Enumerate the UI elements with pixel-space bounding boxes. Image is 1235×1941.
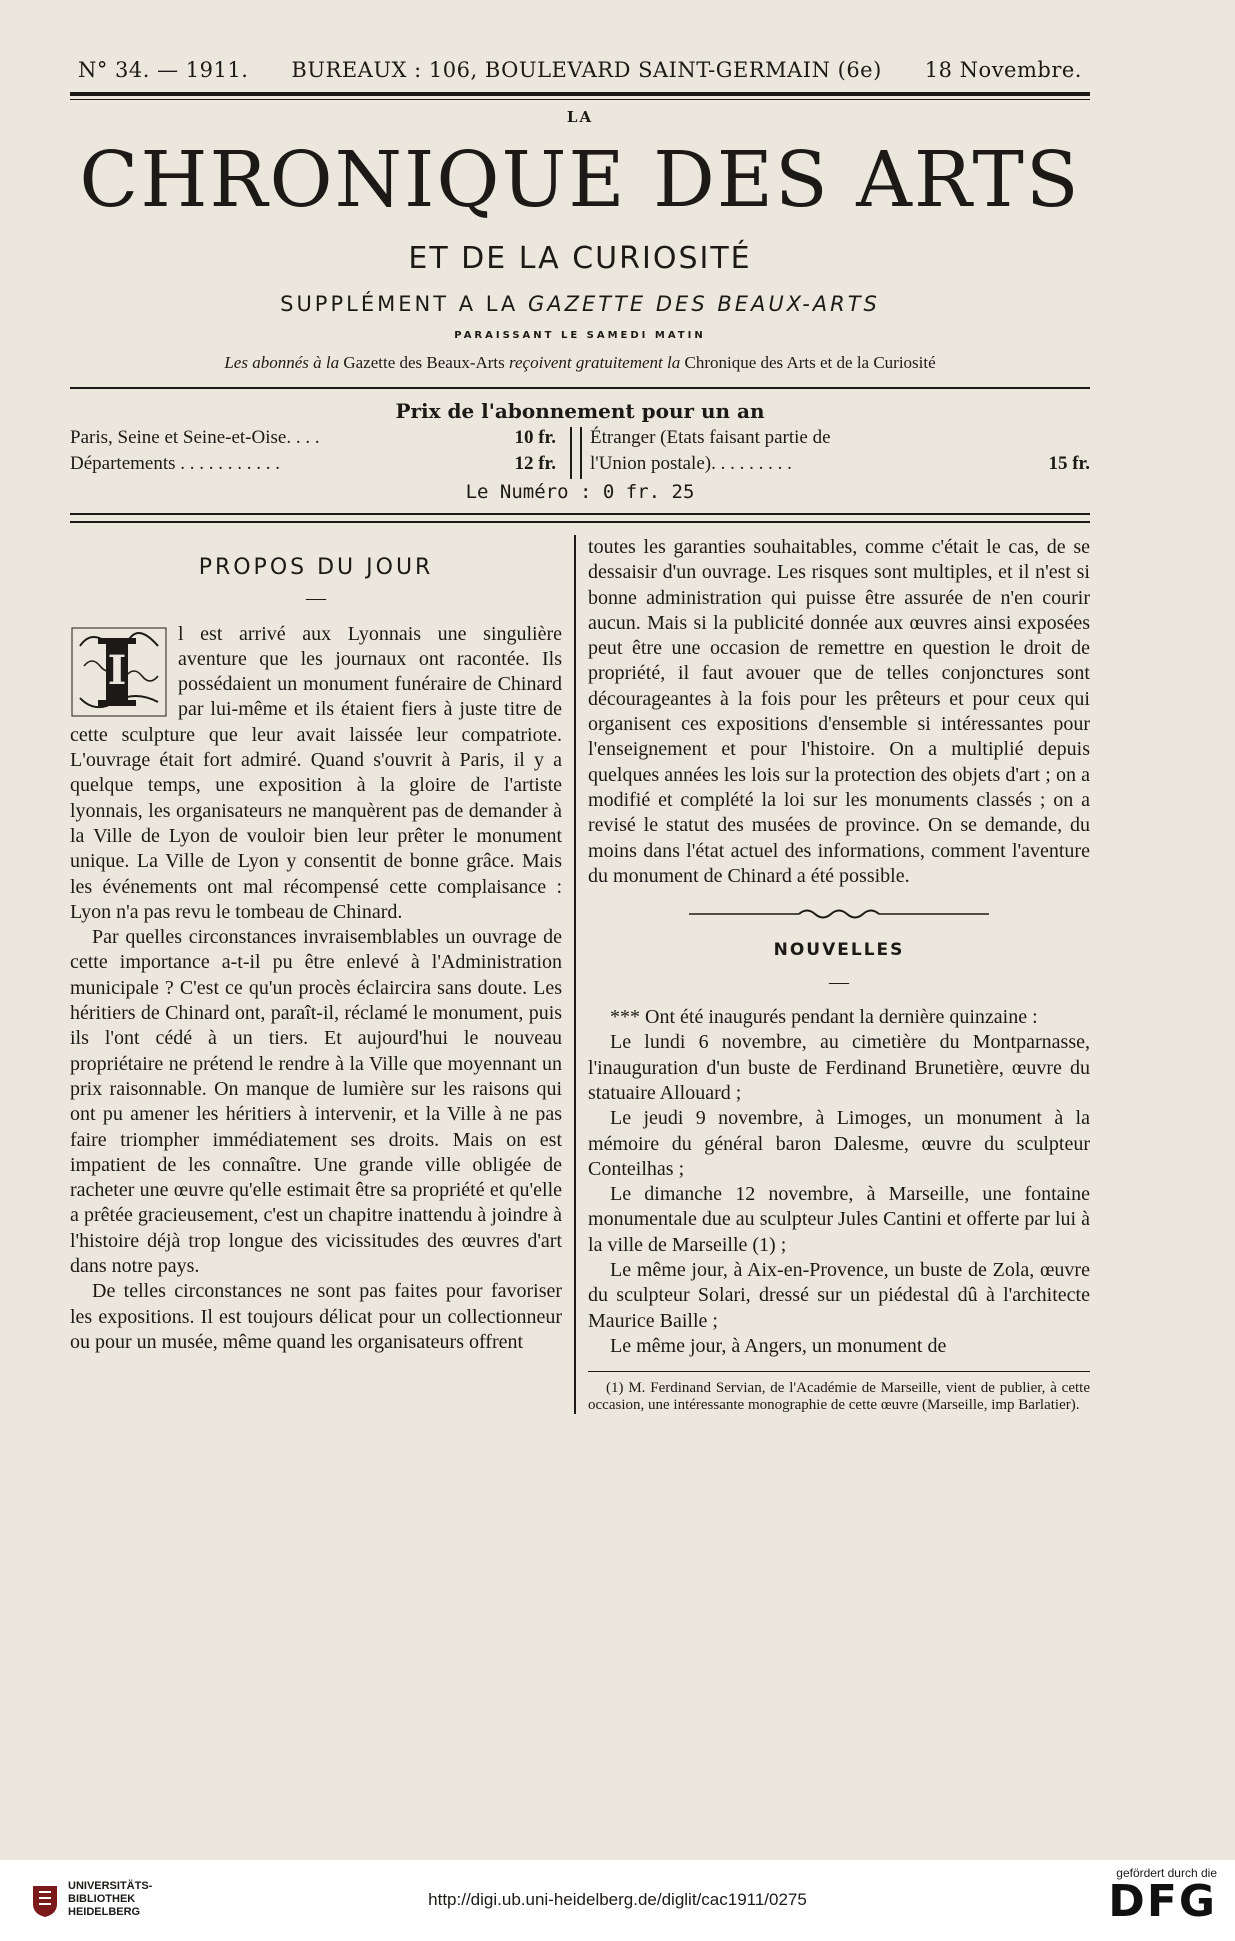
supplement-prefix: SUPPLÉMENT A LA: [280, 292, 519, 316]
propos-body: [70, 622, 562, 926]
header-rule-thin: [70, 99, 1090, 100]
price-departements: 12 fr.: [514, 453, 556, 474]
publication-schedule: PARAISSANT LE SAMEDI MATIN: [454, 330, 706, 341]
propos-heading: PROPOS DU JOUR: [198, 555, 434, 580]
title-article: LA: [566, 108, 594, 126]
subscription-separator: [570, 427, 582, 479]
news-item-marseille: Le dimanche 12 novembre, à Marseille, une fontaine monumentale due au sculpteur Jules Cantini et offerte par lui à la ville de Marseille (1) ;: [588, 1183, 1090, 1256]
masthead-line: [70, 58, 1090, 82]
price-label-paris: Paris, Seine et Seine-et-Oise. . . .: [70, 427, 320, 448]
price-label-etranger: Étranger (Etats faisant partie de: [590, 427, 831, 448]
article-columns: [70, 535, 1090, 1414]
nouvelles-heading: NOUVELLES: [773, 940, 905, 961]
publication-subtitle: ET DE LA CURIOSITÉ: [408, 241, 752, 276]
price-row-departements: [70, 451, 570, 477]
news-item-dalesme: Le jeudi 9 novembre, à Limoges, un monument à la mémoire du général baron Dalesme, œuvre du sculpteur Conteilhas ;: [588, 1107, 1090, 1180]
single-issue-price: Le Numéro : 0 fr. 25: [465, 481, 695, 503]
bureaux-address: BUREAUX : 106, BOULEVARD SAINT-GERMAIN (6e): [291, 58, 882, 82]
source-url[interactable]: http://digi.ub.uni-heidelberg.de/diglit/cac1911/0275: [428, 1890, 807, 1909]
abonnes-part1: Les abonnés à la: [224, 353, 340, 372]
publication-title: CHRONIQUE DES ARTS: [79, 136, 1081, 225]
digitization-footer: [0, 1860, 1235, 1941]
right-column: [588, 535, 1090, 1414]
nouvelles-dash: —: [829, 970, 849, 993]
propos-paragraph-3: De telles circonstances ne sont pas faites pour favoriser les expositions. Il est toujours délicat pour un collectionneur ou pour un musée, même quand les organisateurs offrent: [70, 1280, 563, 1353]
news-intro: *** Ont été inaugurés pendant la dernière quinzaine :: [610, 1006, 1038, 1029]
subscription-bottom-rule: [70, 513, 1090, 523]
subscriber-note: [70, 353, 1090, 373]
abonnes-part3: reçoivent gratuitement la: [509, 353, 681, 372]
section-ornament: [588, 903, 1090, 928]
left-column: [70, 535, 562, 1414]
price-label-union: l'Union postale). . . . . . . . .: [590, 453, 792, 474]
abonnes-part2: Gazette des Beaux-Arts: [343, 353, 505, 372]
supplement-line: [70, 292, 1090, 316]
header-rule: [70, 92, 1090, 96]
uni-line-1: UNIVERSITÄTS-: [68, 1880, 153, 1892]
footnote-text: (1) M. Ferdinand Servian, de l'Académie de Marseille, vient de publier, à cette occasion, une intéressante monographie de cette œuvre (Marseille, imp Barlatier).: [588, 1380, 1090, 1414]
issue-number: N° 34. — 1911.: [78, 58, 249, 82]
uni-line-3: HEIDELBERG: [68, 1906, 141, 1918]
price-etranger: 15 fr.: [1048, 453, 1090, 474]
dfg-logo: [1108, 1866, 1217, 1927]
issue-date: 18 Novembre.: [924, 58, 1082, 82]
subscription-title: Prix de l'abonnement pour un an: [395, 399, 765, 423]
subscription-top-rule: [70, 387, 1090, 389]
dropcap-letter: I: [107, 646, 127, 694]
price-row-etranger: [590, 451, 1090, 477]
dfg-note: gefördert durch die: [1116, 1866, 1217, 1880]
column-divider: [574, 535, 576, 1414]
dfg-wordmark: DFG: [1108, 1876, 1217, 1927]
abonnes-part4: Chronique des Arts et de la Curiosité: [684, 353, 936, 372]
subscription-table: [70, 425, 1090, 479]
propos-continuation: toutes les garanties souhaitables, comme c'était le cas, de se dessaisir d'un ouvrage. Les risques sont multiples, et il n'est si bonne administration qui puisse être assurée de n'en courir aucun. Mais si la publicité donnée aux œuvres ainsi exposées peut être une occasion de remettre en question le droit de propriété, il faut avouer que de telles conjonctures sont décourageantes à la fois pour les prêteurs et pour ceux qui organisent ces expositions d'ensemble si intéressantes pour l'enseignement et pour l'histoire. On a multiplié depuis quelques années les lois sur la protection des objets d'art ; on a modifié et complété la loi sur les monuments classés ; on a revisé le statut des musées de province. On se demande, du moins dans l'état actuel des informations, comment l'aventure du monument de Chinard a été possible.: [588, 536, 1090, 887]
uni-line-2: BIBLIOTHEK: [68, 1893, 136, 1905]
ornament-rule-icon: [689, 907, 989, 921]
news-item-brunetiere: Le lundi 6 novembre, au cimetière du Montparnasse, l'inauguration d'un buste de Ferdinand Brunetière, œuvre du statuaire Allouard ;: [588, 1031, 1090, 1104]
subscription-foreign: [590, 425, 1090, 479]
supplement-gazette: GAZETTE DES BEAUX-ARTS: [527, 292, 880, 316]
subscription-domestic: [70, 425, 570, 479]
propos-dash: —: [306, 587, 327, 610]
footnote: [588, 1371, 1090, 1414]
propos-paragraph-1: l est arrivé aux Lyonnais une singulière aventure que les journaux ont racontée. Ils possédaient un monument funéraire de Chinard par lui-même et ils étaient fiers à juste titre de cette sculpture que leur avait laissée leur compatriote. L'ouvrage était fort admiré. Quand s'ouvrit à Paris, il y a quelque temps, une exposition à la gloire de l'artiste lyonnais, les organisateurs ne manquèrent pas de demander à la Ville de Lyon de vouloir bien leur prêter le monument unique. La Ville de Lyon y consentit de bonne grâce. Mais les événements ont mal récompensé cette complaisance : Lyon n'a pas revu le tombeau de Chinard.: [70, 622, 563, 923]
price-row-paris: [70, 425, 570, 451]
ornamental-initial-icon: [70, 626, 168, 718]
propos-paragraph-2: Par quelles circonstances invraisemblables un ouvrage de cette importance a-t-il pu être enlevé à l'Administration municipale ? C'est ce qu'un procès éclaircira sans doute. Les héritiers de Chinard ont, paraît-il, réclamé le monument, puis ils l'ont cédé à un tiers. Et aujourd'hui le nouveau propriétaire ne prétend le rendre à la Ville que moyennant un prix raisonnable. On manque de lumière sur les raisons qui ont pu amener les héritiers à intervenir, et la Ville à ne pas faire triompher immédiatement ses droits. Mais on est impatient de les connaître. Une grande ville obligée de racheter une œuvre qu'elle estimait être sa propriété et qu'elle a prêtée gracieusement, c'est un chapitre inattendu à joindre à l'histoire déjà trop longue des vicissitudes des œuvres d'art dans notre pays.: [70, 926, 563, 1278]
news-item-angers: Le même jour, à Angers, un monument de: [610, 1334, 947, 1357]
news-item-zola: Le même jour, à Aix-en-Provence, un buste de Zola, œuvre du sculpteur Solari, dressé sur un piédestal dû à l'architecte Maurice Baille ;: [588, 1259, 1090, 1332]
price-paris: 10 fr.: [514, 427, 556, 448]
price-label-departements: Départements . . . . . . . . . . .: [70, 453, 281, 474]
